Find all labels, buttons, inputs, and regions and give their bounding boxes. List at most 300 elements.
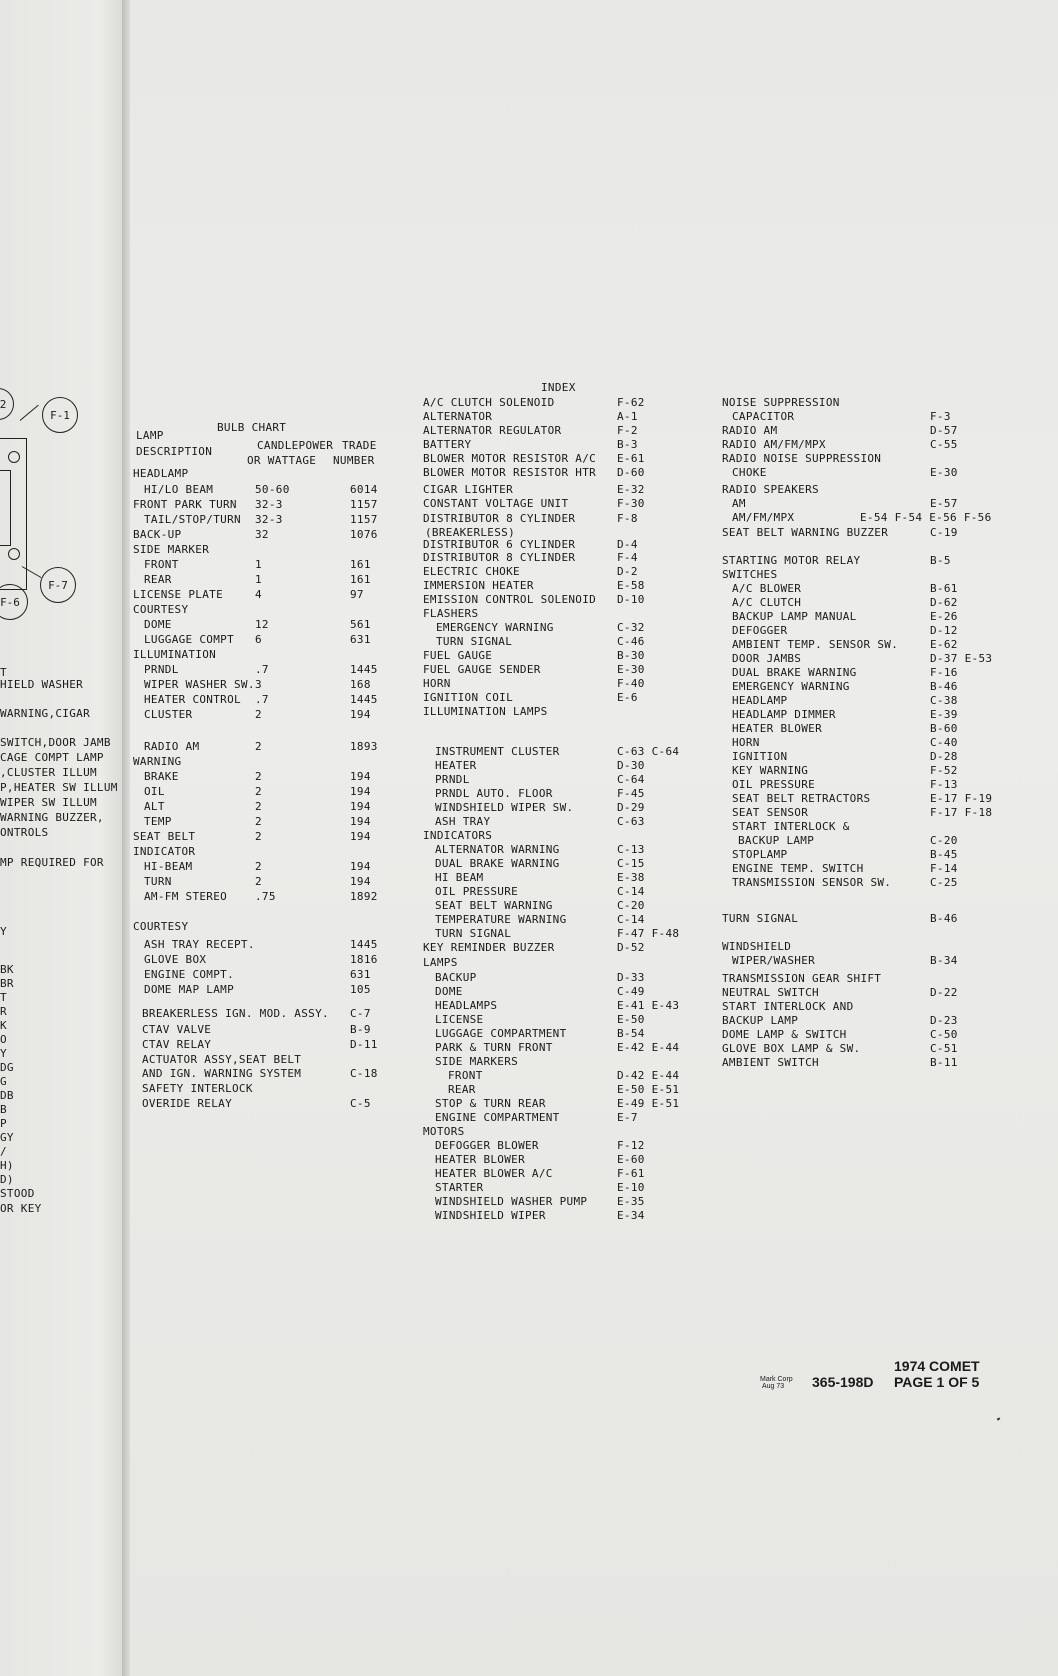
left-text-line: T [0, 666, 7, 679]
index-entry-code: B-54 [617, 1027, 645, 1040]
bulb-row-trade-number: 194 [350, 800, 371, 813]
header-description: DESCRIPTION [136, 445, 213, 458]
bulb-row-name: CLUSTER [144, 708, 193, 721]
index-entry-code: D-12 [930, 624, 958, 637]
bulb-row-trade-number: 194 [350, 815, 371, 828]
index-entry-name: ASH TRAY [435, 815, 491, 828]
bulb-row-candlepower: .7 [255, 693, 269, 706]
index-entry-code: D-2 [617, 565, 638, 578]
index-entry-code: D-33 [617, 971, 645, 984]
bulb-row-candlepower: 2 [255, 708, 262, 721]
index-entry-name: ALTERNATOR REGULATOR [423, 424, 562, 437]
connector-label: F-7 [48, 578, 68, 592]
bulb-row-candlepower: 2 [255, 800, 262, 813]
index-entry-code: F-47 F-48 [617, 927, 680, 940]
index-entry-name: HORN [732, 736, 760, 749]
bulb-row-candlepower: 1 [255, 558, 262, 571]
header-number: NUMBER [333, 454, 375, 467]
index-entry-code: B-30 [617, 649, 645, 662]
index-entry-name: MOTORS [423, 1125, 465, 1138]
left-text-line: G [0, 1075, 7, 1088]
left-text-line: ONTROLS [0, 826, 49, 839]
index-entry-name: ENGINE COMPARTMENT [435, 1111, 560, 1124]
bulb-row-candlepower: 50-60 [255, 483, 290, 496]
index-entry-name: SEAT BELT RETRACTORS [732, 792, 871, 805]
left-text-line: WARNING BUZZER, [0, 811, 104, 824]
connector-label: F-1 [50, 408, 70, 422]
index-entry-code: B-61 [930, 582, 958, 595]
left-text-line: R [0, 1005, 7, 1018]
terminal-icon [8, 548, 20, 560]
index-entry-name: WINDSHIELD [722, 940, 792, 953]
index-entry-code: F-13 [930, 778, 958, 791]
index-entry-code: C-46 [617, 635, 645, 648]
left-text-line: / [0, 1145, 7, 1158]
bulb-row-candlepower: 32-3 [255, 498, 283, 511]
index-entry-code: C-49 [617, 985, 645, 998]
bulb-row-candlepower: .7 [255, 663, 269, 676]
bulb-row-name: FRONT PARK TURN [133, 498, 237, 511]
left-text-line: P [0, 1117, 7, 1130]
index-entry-code: D-52 [617, 941, 645, 954]
index-entry-name: AM/FM/MPX [732, 511, 795, 524]
index-entry-code: C-20 [617, 899, 645, 912]
bulb-row-name: HI-BEAM [144, 860, 193, 873]
index-entry-name: STARTER [435, 1181, 484, 1194]
index-entry-name: INSTRUMENT CLUSTER [435, 745, 560, 758]
bulb-row-candlepower: 2 [255, 860, 262, 873]
bulb-row-name: ENGINE COMPT. [144, 968, 234, 981]
index-entry-name: HEATER [435, 759, 477, 772]
bulb-row-candlepower: 3 [255, 678, 262, 691]
index-entry-name: A/C CLUTCH [732, 596, 802, 609]
index-entry-code: F-8 [617, 512, 638, 525]
bulb-row-candlepower: 2 [255, 785, 262, 798]
bulb-row-trade-number: 194 [350, 860, 371, 873]
bulb-row-trade-number: 161 [350, 558, 371, 571]
index-entry-code: E-50 [617, 1013, 645, 1026]
left-text-line: SWITCH,DOOR JAMB [0, 736, 111, 749]
index-entry-name: DUAL BRAKE WARNING [732, 666, 857, 679]
bulb-chart-title: BULB CHART [217, 421, 287, 434]
index-entry-code: B-11 [930, 1056, 958, 1069]
left-text-line: GY [0, 1131, 14, 1144]
index-entry-name: LUGGAGE COMPARTMENT [435, 1027, 567, 1040]
bulb-row-candlepower: 6 [255, 633, 262, 646]
index-entry-name: ALTERNATOR [423, 410, 493, 423]
index-entry-name: TURN SIGNAL [435, 927, 512, 940]
index-entry-code: E-34 [617, 1209, 645, 1222]
index-entry-name: FUEL GAUGE SENDER [423, 663, 541, 676]
left-text-line: ,CLUSTER ILLUM [0, 766, 97, 779]
index-entry-code: F-2 [617, 424, 638, 437]
index-entry-name: CIGAR LIGHTER [423, 483, 513, 496]
bulb-row-trade-number: 1816 [350, 953, 378, 966]
index-entry-code: F-4 [617, 551, 638, 564]
header-trade: TRADE [342, 439, 377, 452]
index-entry-name: ELECTRIC CHOKE [423, 565, 520, 578]
index-entry-code: C-63 [617, 815, 645, 828]
index-entry-code: B-34 [930, 954, 958, 967]
index-entry-code: D-4 [617, 538, 638, 551]
bulb-row-candlepower: .75 [255, 890, 276, 903]
index-entry-name: BACKUP LAMP [738, 834, 815, 847]
vehicle-title: 1974 COMET [894, 1358, 980, 1374]
index-entry-name: BACKUP LAMP MANUAL [732, 610, 857, 623]
connector-circle-f7 [40, 567, 76, 603]
index-entry-code: B-46 [930, 912, 958, 925]
index-entry-name: SEAT BELT WARNING [435, 899, 553, 912]
bulb-row-name: SEAT BELT [133, 830, 196, 843]
left-text-line: WIPER SW ILLUM [0, 796, 97, 809]
index-entry-code: E-58 [617, 579, 645, 592]
index-entry-code: E-7 [617, 1111, 638, 1124]
index-entry-name: BACKUP LAMP [722, 1014, 799, 1027]
index-entry-name: TURN SIGNAL [722, 912, 799, 925]
bulb-row-name: DOME [144, 618, 172, 631]
index-entry-name: CONSTANT VOLTAGE UNIT [423, 497, 569, 510]
index-entry-code: C-32 [617, 621, 645, 634]
header-lamp: LAMP [136, 429, 164, 442]
index-entry-name: AMBIENT SWITCH [722, 1056, 819, 1069]
index-entry-name: EMISSION CONTROL SOLENOID [423, 593, 597, 606]
part-name: ACTUATOR ASSY,SEAT BELT [142, 1053, 302, 1066]
index-entry-code: F-16 [930, 666, 958, 679]
index-entry-code: D-42 E-44 [617, 1069, 680, 1082]
index-entry-code: F-3 [930, 410, 951, 423]
left-text-line: DB [0, 1089, 14, 1102]
index-entry-code: B-3 [617, 438, 638, 451]
index-entry-code: C-14 [617, 885, 645, 898]
bulb-row-name: HEADLAMP [133, 467, 189, 480]
index-entry-name: TEMPERATURE WARNING [435, 913, 567, 926]
index-entry-name: INDICATORS [423, 829, 493, 842]
bulb-row-candlepower: 32 [255, 528, 269, 541]
index-entry-code: D-28 [930, 750, 958, 763]
bulb-row-trade-number: 161 [350, 573, 371, 586]
left-text-line: D) [0, 1173, 14, 1186]
index-entry-code: E-30 [930, 466, 958, 479]
index-entry-name: STARTING MOTOR RELAY [722, 554, 861, 567]
index-entry-name: NOISE SUPPRESSION [722, 396, 840, 409]
header-wattage: OR WATTAGE [247, 454, 317, 467]
bulb-row-trade-number: 1445 [350, 938, 378, 951]
connector-circle-2 [0, 388, 14, 420]
index-entry-code: F-14 [930, 862, 958, 875]
index-entry-name: SWITCHES [722, 568, 778, 581]
bulb-row-trade-number: 1076 [350, 528, 378, 541]
index-entry-code: E-49 E-51 [617, 1097, 680, 1110]
index-entry-name: AM [732, 497, 746, 510]
left-page-fragment [0, 0, 126, 1676]
index-entry-code: D-29 [617, 801, 645, 814]
bulb-row-name: OIL [144, 785, 165, 798]
index-entry-code: E-62 [930, 638, 958, 651]
part-name: CTAV RELAY [142, 1038, 212, 1051]
index-entry-name: CHOKE [732, 466, 767, 479]
part-grid-code: C-18 [350, 1067, 378, 1080]
bulb-row-trade-number: 194 [350, 875, 371, 888]
index-entry-code: E-26 [930, 610, 958, 623]
bulb-row-name: ALT [144, 800, 165, 813]
index-entry-code: C-19 [930, 526, 958, 539]
index-entry-name: LICENSE [435, 1013, 484, 1026]
index-entry-code: E-32 [617, 483, 645, 496]
bulb-row-name: ASH TRAY RECEPT. [144, 938, 255, 951]
index-entry-name: STOPLAMP [732, 848, 788, 861]
index-entry-code: D-30 [617, 759, 645, 772]
part-grid-code: B-9 [350, 1023, 371, 1036]
bulb-row-name: TURN [144, 875, 172, 888]
bulb-row-candlepower: 32-3 [255, 513, 283, 526]
index-entry-code: C-64 [617, 773, 645, 786]
left-text-line: H) [0, 1159, 14, 1172]
index-entry-name: BACKUP [435, 971, 477, 984]
index-entry-name: EMERGENCY WARNING [436, 621, 554, 634]
index-entry-code: E-54 F-54 E-56 F-56 [860, 511, 992, 524]
bulb-row-name: TAIL/STOP/TURN [144, 513, 241, 526]
index-entry-name: (BREAKERLESS) [425, 526, 515, 539]
bulb-row-name: SIDE MARKER [133, 543, 210, 556]
index-entry-name: FLASHERS [423, 607, 479, 620]
index-entry-code: C-50 [930, 1028, 958, 1041]
index-entry-name: IMMERSION HEATER [423, 579, 534, 592]
bulb-row-trade-number: 631 [350, 968, 371, 981]
left-text-line: HIELD WASHER [0, 678, 84, 691]
bulb-row-name: COURTESY [133, 920, 189, 933]
lead-wire [20, 405, 39, 421]
bulb-row-name: WARNING [133, 755, 182, 768]
index-entry-code: E-57 [930, 497, 958, 510]
index-entry-name: KEY WARNING [732, 764, 809, 777]
bulb-row-name: DOME MAP LAMP [144, 983, 234, 996]
index-entry-code: C-40 [930, 736, 958, 749]
index-entry-name: EMERGENCY WARNING [732, 680, 850, 693]
left-text-line: STOOD [0, 1187, 35, 1200]
index-entry-code: E-42 E-44 [617, 1041, 680, 1054]
bulb-row-trade-number: 168 [350, 678, 371, 691]
left-text-line: BK [0, 963, 14, 976]
part-grid-code: C-5 [350, 1097, 371, 1110]
index-entry-name: PRNDL AUTO. FLOOR [435, 787, 553, 800]
index-entry-code: F-45 [617, 787, 645, 800]
index-entry-name: DUAL BRAKE WARNING [435, 857, 560, 870]
left-text-line: BR [0, 977, 14, 990]
bulb-row-name: LICENSE PLATE [133, 588, 223, 601]
bulb-row-trade-number: 1157 [350, 498, 378, 511]
index-entry-name: STOP & TURN REAR [435, 1097, 546, 1110]
index-entry-code: C-20 [930, 834, 958, 847]
index-entry-code: F-17 F-18 [930, 806, 993, 819]
bulb-row-trade-number: 194 [350, 770, 371, 783]
index-entry-name: HORN [423, 677, 451, 690]
index-entry-name: PRNDL [435, 773, 470, 786]
left-text-line: OR KEY [0, 1202, 42, 1215]
index-entry-code: C-63 C-64 [617, 745, 680, 758]
maker-name: Mark Corp [760, 1376, 793, 1383]
index-entry-name: HEATER BLOWER [732, 722, 822, 735]
bulb-row-candlepower: 2 [255, 770, 262, 783]
bulb-row-candlepower: 1 [255, 573, 262, 586]
index-entry-name: IGNITION COIL [423, 691, 513, 704]
index-entry-name: NEUTRAL SWITCH [722, 986, 819, 999]
index-entry-code: E-10 [617, 1181, 645, 1194]
bulb-row-name: AM-FM STEREO [144, 890, 228, 903]
left-text-line: O [0, 1033, 7, 1046]
index-entry-name: SEAT BELT WARNING BUZZER [722, 526, 889, 539]
bulb-row-trade-number: 194 [350, 708, 371, 721]
index-entry-code: C-51 [930, 1042, 958, 1055]
index-entry-code: B-45 [930, 848, 958, 861]
bulb-row-name: HEATER CONTROL [144, 693, 241, 706]
index-entry-code: E-6 [617, 691, 638, 704]
bulb-row-name: PRNDL [144, 663, 179, 676]
index-entry-code: C-38 [930, 694, 958, 707]
bulb-row-trade-number: 1893 [350, 740, 378, 753]
index-entry-name: BLOWER MOTOR RESISTOR A/C [423, 452, 597, 465]
index-entry-code: F-12 [617, 1139, 645, 1152]
index-entry-code: F-30 [617, 497, 645, 510]
index-entry-name: DOME LAMP & SWITCH [722, 1028, 847, 1041]
index-entry-name: SEAT SENSOR [732, 806, 809, 819]
index-entry-name: TRANSMISSION SENSOR SW. [732, 876, 892, 889]
left-text-line: Y [0, 1047, 7, 1060]
index-entry-code: C-55 [930, 438, 958, 451]
index-entry-name: HEATER BLOWER [435, 1153, 525, 1166]
bulb-row-name: GLOVE BOX [144, 953, 207, 966]
index-entry-name: DOME [435, 985, 463, 998]
index-entry-name: CAPACITOR [732, 410, 795, 423]
index-entry-code: C-15 [617, 857, 645, 870]
part-grid-code: C-7 [350, 1007, 371, 1020]
index-entry-name: HEADLAMPS [435, 999, 498, 1012]
index-entry-name: GLOVE BOX LAMP & SW. [722, 1042, 861, 1055]
index-entry-name: DOOR JAMBS [732, 652, 802, 665]
bulb-row-trade-number: 97 [350, 588, 364, 601]
inner-bracket [0, 470, 11, 546]
left-text-line: MP REQUIRED FOR [0, 856, 104, 869]
connector-label: 2 [0, 397, 7, 411]
bulb-row-name: BACK-UP [133, 528, 182, 541]
index-entry-code: D-60 [617, 466, 645, 479]
index-entry-name: LAMPS [423, 956, 458, 969]
index-entry-name: WINDSHIELD WASHER PUMP [435, 1195, 588, 1208]
bulb-row-name: INDICATOR [133, 845, 196, 858]
bulb-row-name: HI/LO BEAM [144, 483, 214, 496]
index-entry-name: AMBIENT TEMP. SENSOR SW. [732, 638, 899, 651]
left-text-line: T [0, 991, 7, 1004]
index-entry-code: D-57 [930, 424, 958, 437]
index-entry-name: DISTRIBUTOR 6 CYLINDER [423, 538, 576, 551]
index-entry-name: REAR [448, 1083, 476, 1096]
header-candlepower: CANDLEPOWER [257, 439, 334, 452]
connector-label: F-6 [0, 595, 20, 609]
bulb-row-candlepower: 2 [255, 815, 262, 828]
bulb-row-candlepower: 2 [255, 740, 262, 753]
left-text-line: B [0, 1103, 7, 1116]
bulb-row-name: WIPER WASHER SW. [144, 678, 255, 691]
index-entry-name: ILLUMINATION LAMPS [423, 705, 548, 718]
index-entry-name: WINDSHIELD WIPER SW. [435, 801, 574, 814]
bulb-row-candlepower: 2 [255, 875, 262, 888]
bulb-row-trade-number: 561 [350, 618, 371, 631]
index-entry-code: E-17 F-19 [930, 792, 993, 805]
index-entry-code: F-52 [930, 764, 958, 777]
index-entry-name: RADIO SPEAKERS [722, 483, 819, 496]
index-entry-code: F-61 [617, 1167, 645, 1180]
bulb-row-name: REAR [144, 573, 172, 586]
index-entry-code: E-39 [930, 708, 958, 721]
index-entry-code: B-46 [930, 680, 958, 693]
index-entry-code: E-30 [617, 663, 645, 676]
index-entry-code: D-10 [617, 593, 645, 606]
index-entry-code: B-60 [930, 722, 958, 735]
bulb-row-trade-number: 105 [350, 983, 371, 996]
bulb-row-candlepower: 2 [255, 830, 262, 843]
bulb-row-candlepower: 12 [255, 618, 269, 631]
index-entry-name: FRONT [448, 1069, 483, 1082]
connector-circle-f1 [42, 397, 78, 433]
bulb-row-trade-number: 1157 [350, 513, 378, 526]
bulb-row-trade-number: 194 [350, 830, 371, 843]
index-entry-name: DEFOGGER [732, 624, 788, 637]
index-entry-name: RADIO AM/FM/MPX [722, 438, 826, 451]
index-entry-name: WINDSHIELD WIPER [435, 1209, 546, 1222]
index-entry-code: F-40 [617, 677, 645, 690]
index-entry-name: RADIO AM [722, 424, 778, 437]
index-entry-name: START INTERLOCK & [732, 820, 850, 833]
index-entry-code: E-38 [617, 871, 645, 884]
bulb-row-trade-number: 1445 [350, 693, 378, 706]
part-grid-code: D-11 [350, 1038, 378, 1051]
bulb-row-name: COURTESY [133, 603, 189, 616]
page-number: PAGE 1 OF 5 [894, 1374, 980, 1390]
index-entry-code: E-61 [617, 452, 645, 465]
index-entry-name: DISTRIBUTOR 8 CYLINDER [423, 512, 576, 525]
index-entry-name: OIL PRESSURE [435, 885, 519, 898]
bulb-row-candlepower: 4 [255, 588, 262, 601]
index-entry-code: E-41 E-43 [617, 999, 680, 1012]
index-entry-name: DISTRIBUTOR 8 CYLINDER [423, 551, 576, 564]
bulb-row-name: TEMP [144, 815, 172, 828]
terminal-icon [8, 451, 20, 463]
document-page [130, 0, 1058, 1676]
index-entry-name: FUEL GAUGE [423, 649, 493, 662]
maker-date: Aug 73 [762, 1383, 785, 1390]
part-name: CTAV VALVE [142, 1023, 212, 1036]
bulb-row-trade-number: 1445 [350, 663, 378, 676]
bulb-row-name: FRONT [144, 558, 179, 571]
index-title: INDEX [541, 381, 576, 394]
index-entry-name: TURN SIGNAL [436, 635, 513, 648]
drawing-number: 365-198D [812, 1374, 874, 1390]
bulb-row-name: BRAKE [144, 770, 179, 783]
bulb-row-trade-number: 6014 [350, 483, 378, 496]
left-text-line: Y [0, 925, 7, 938]
index-entry-code: C-25 [930, 876, 958, 889]
index-entry-name: DEFOGGER BLOWER [435, 1139, 539, 1152]
left-text-line: WARNING,CIGAR [0, 707, 90, 720]
index-entry-name: PARK & TURN FRONT [435, 1041, 553, 1054]
part-name: BREAKERLESS IGN. MOD. ASSY. [142, 1007, 329, 1020]
index-entry-code: B-5 [930, 554, 951, 567]
bulb-row-trade-number: 1892 [350, 890, 378, 903]
index-entry-code: D-62 [930, 596, 958, 609]
index-entry-code: C-14 [617, 913, 645, 926]
index-entry-name: OIL PRESSURE [732, 778, 816, 791]
index-entry-name: HI BEAM [435, 871, 484, 884]
index-entry-name: WIPER/WASHER [732, 954, 816, 967]
